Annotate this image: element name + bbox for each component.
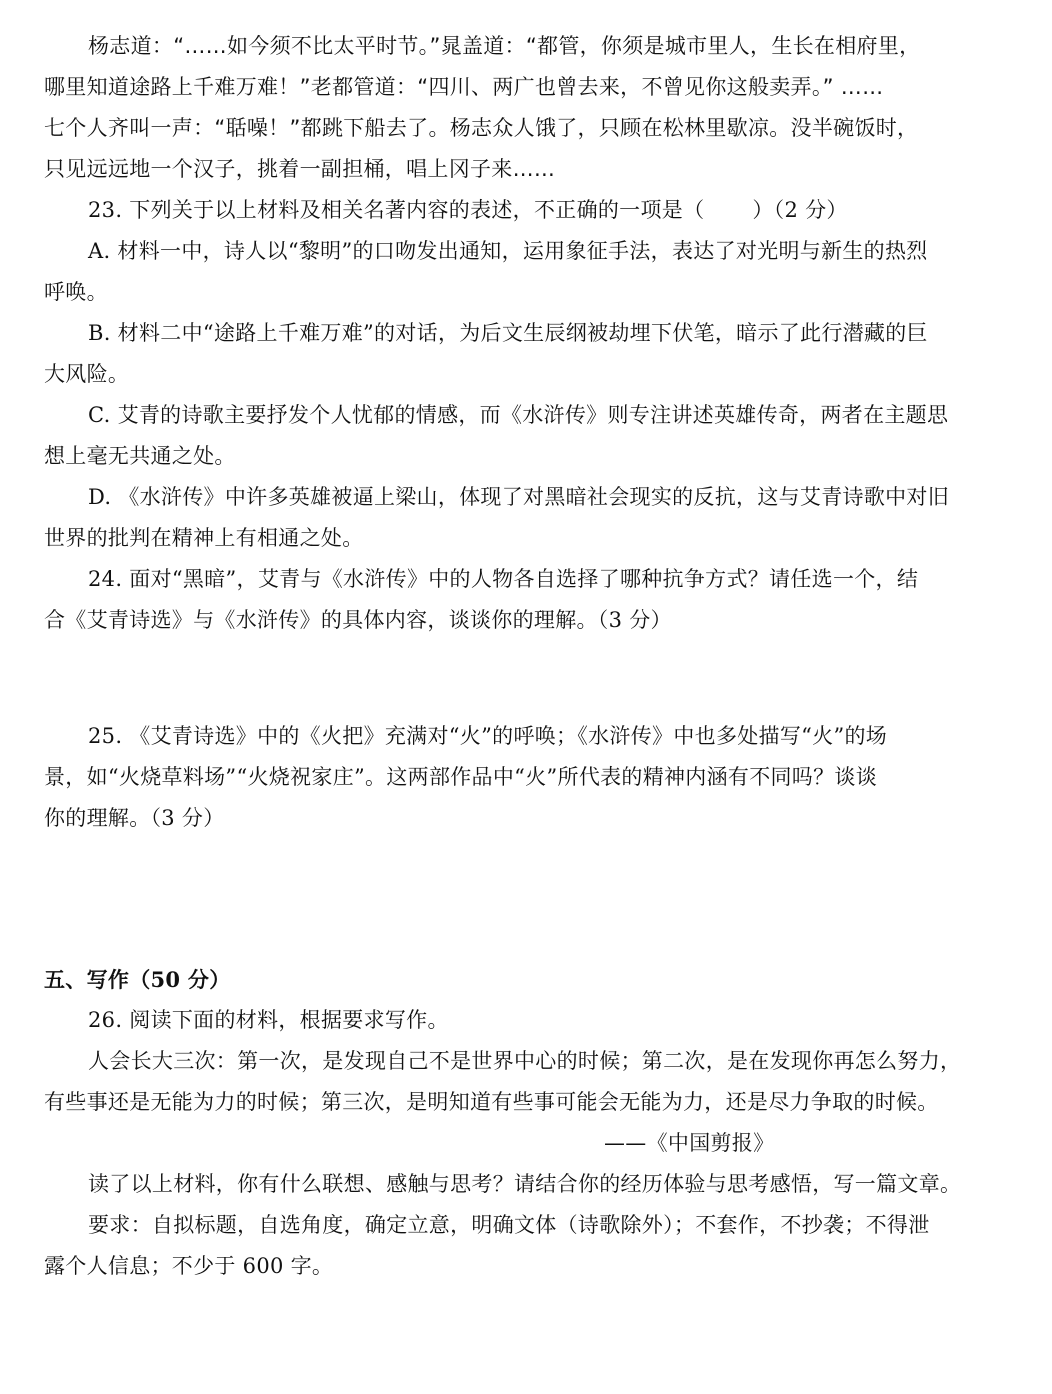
excerpt-passage [44,26,994,190]
question-25-line: 25. 《艾青诗选》中的《火把》充满对“火”的呼唤；《水浒传》中也多处描写“火”的场 [88,724,888,748]
writing-material-line: 有些事还是无能为力的时候；第三次，是明知道有些事可能会无能为力，还是尽力争取的时候。 [44,1090,939,1114]
excerpt-line: 只见远远地一个汉子，挑着一副担桶，唱上冈子来…… [44,157,556,181]
option-d-line: D. 《水浒传》中许多英雄被逼上梁山，体现了对黑暗社会现实的反抗，这与艾青诗歌中对旧 [88,485,950,509]
answer-space [44,641,994,716]
option-b-line: 大风险。 [44,362,130,386]
writing-prompt: 读了以上材料，你有什么联想、感触与思考？请结合你的经历体验与思考感悟，写一篇文章。 [88,1172,962,1196]
answer-space [44,839,994,959]
option-a-line: A. 材料一中，诗人以“黎明”的口吻发出通知，运用象征手法，表达了对光明与新生的热烈 [88,239,928,263]
writing-section [44,959,994,1287]
question-23-stem-suffix: ）（2 分） [752,198,848,222]
option-c-line: 想上毫无共通之处。 [44,444,236,468]
option-b-line: B. 材料二中“途路上千难万难”的对话，为后文生辰纲被劫埋下伏笔，暗示了此行潜藏的巨 [88,321,928,345]
option-d-line: 世界的批判在精神上有相通之处。 [44,526,364,550]
section-title: 五、写作（50 分） [44,967,231,992]
option-c-line: C. 艾青的诗歌主要抒发个人忧郁的情感，而《水浒传》则专注讲述英雄传奇，两者在主题思 [88,403,949,427]
excerpt-line: 杨志道：“……如今须不比太平时节。”晁盖道：“都管，你须是城市里人，生长在相府里， [88,34,921,58]
question-23-stem [44,190,994,231]
question-26-stem: 26. 阅读下面的材料，根据要求写作。 [88,1008,449,1032]
question-25-line: 景，如“火烧草料场”“火烧祝家庄”。这两部作品中“火”所代表的精神内涵有不同吗？谈谈 [44,765,878,789]
excerpt-line: 七个人齐叫一声：“聒噪！”都跳下船去了。杨志众人饿了，只顾在松林里歇凉。没半碗饭时， [44,116,919,140]
writing-requirements-line: 露个人信息；不少于 600 字。 [44,1254,334,1278]
writing-material-line: 人会长大三次：第一次，是发现自己不是世界中心的时候；第二次，是在发现你再怎么努力， [88,1049,962,1073]
excerpt-line: 哪里知道途路上千难万难！”老都管道：“四川、两广也曾去来，不曾见你这般卖弄。” …… [44,75,884,99]
question-25-line: 你的理解。（3 分） [44,806,225,830]
question-24-line: 合《艾青诗选》与《水浒传》的具体内容，谈谈你的理解。（3 分） [44,608,672,632]
question-24-line: 24. 面对“黑暗”，艾青与《水浒传》中的人物各自选择了哪种抗争方式？请任选一个，结 [88,567,919,591]
writing-requirements-line: 要求：自拟标题，自选角度，确定立意，明确文体（诗歌除外）；不套作，不抄袭；不得泄 [88,1213,930,1237]
question-23 [44,190,994,559]
question-25 [44,716,994,839]
question-23-stem-prefix: 23. 下列关于以上材料及相关名著内容的表述，不正确的一项是（ [88,198,705,222]
question-24 [44,559,994,641]
option-a-line: 呼唤。 [44,280,108,304]
material-source: ——《中国剪报》 [604,1131,775,1155]
